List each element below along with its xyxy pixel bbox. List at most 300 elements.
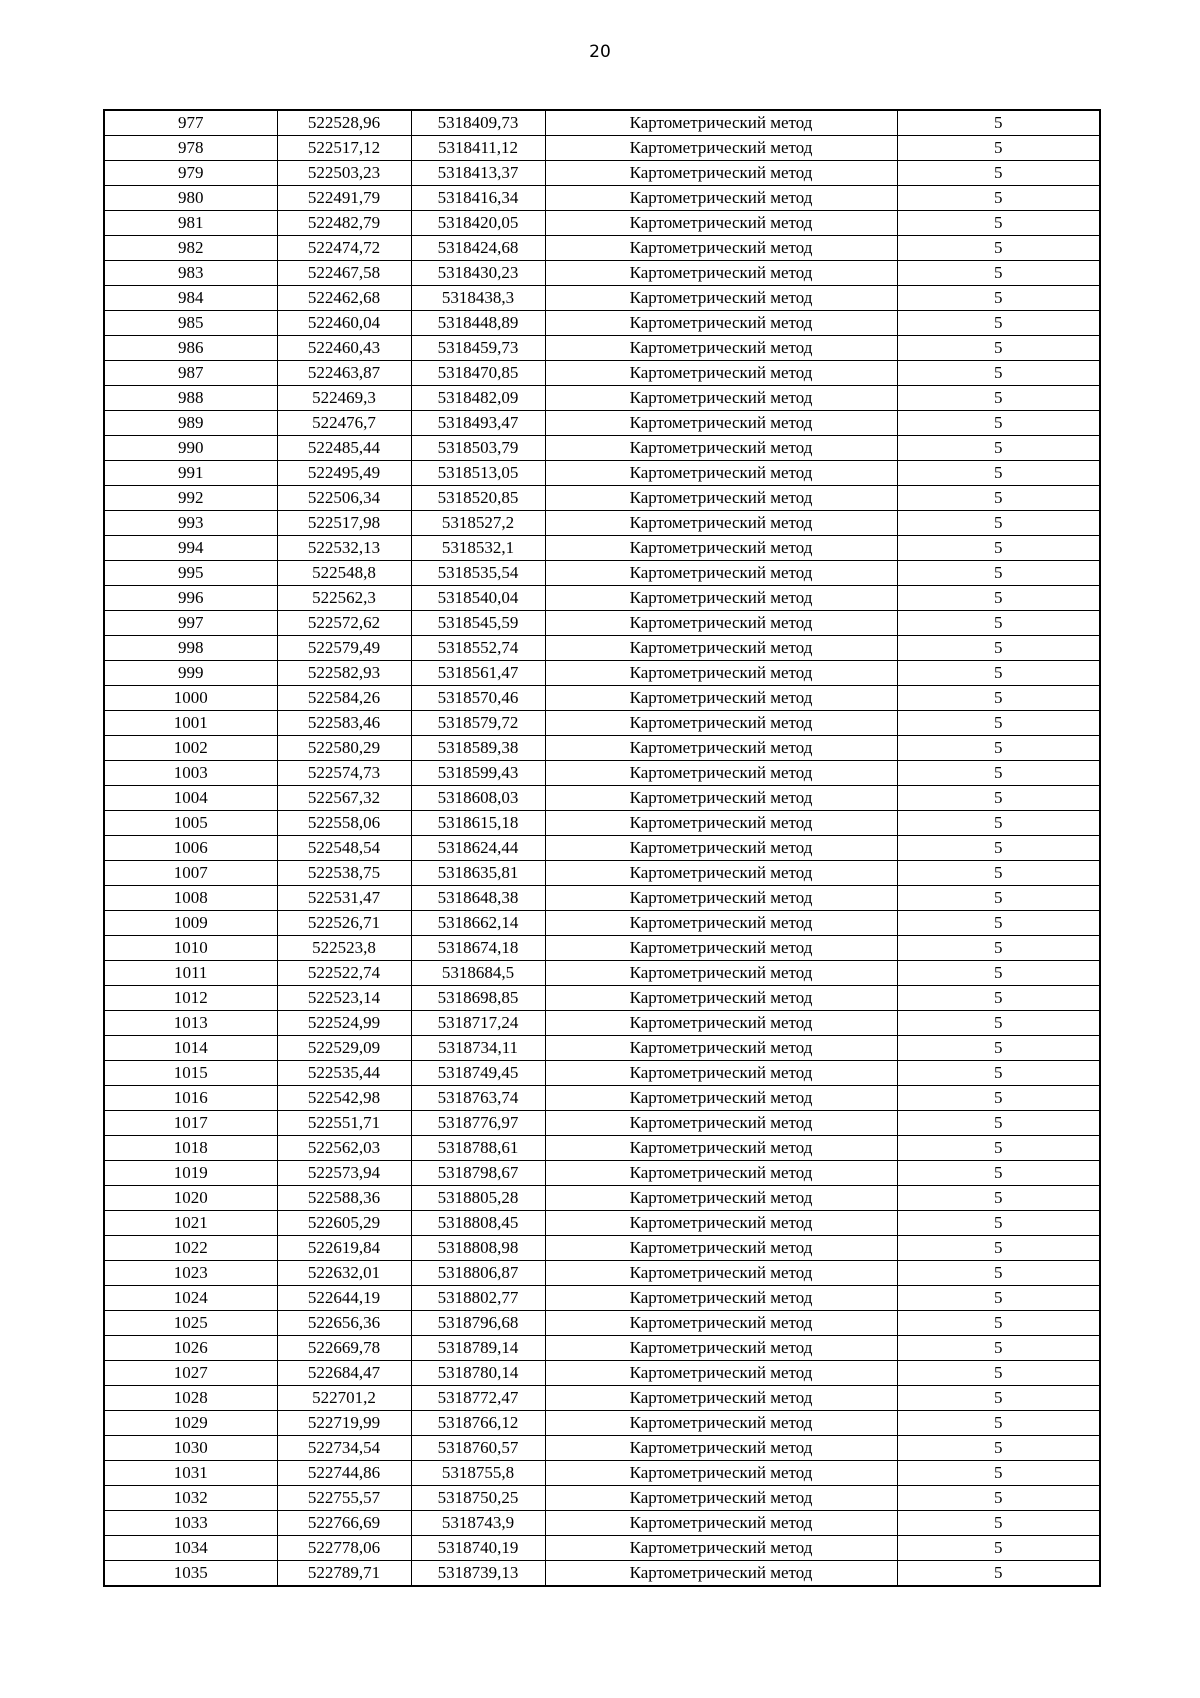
method-cell: Картометрический метод <box>545 886 897 911</box>
y-coordinate-cell: 5318802,77 <box>411 1286 545 1311</box>
accuracy-cell: 5 <box>897 836 1100 861</box>
x-coordinate-cell: 522548,54 <box>277 836 411 861</box>
method-cell: Картометрический метод <box>545 1561 897 1587</box>
x-coordinate-cell: 522528,96 <box>277 110 411 136</box>
point-number-cell: 990 <box>104 436 277 461</box>
point-number-cell: 993 <box>104 511 277 536</box>
point-number-cell: 1012 <box>104 986 277 1011</box>
x-coordinate-cell: 522469,3 <box>277 386 411 411</box>
x-coordinate-cell: 522572,62 <box>277 611 411 636</box>
table-row <box>104 1136 1100 1161</box>
y-coordinate-cell: 5318503,79 <box>411 436 545 461</box>
point-number-cell: 997 <box>104 611 277 636</box>
x-coordinate-cell: 522517,12 <box>277 136 411 161</box>
x-coordinate-cell: 522755,57 <box>277 1486 411 1511</box>
table-row <box>104 986 1100 1011</box>
y-coordinate-cell: 5318570,46 <box>411 686 545 711</box>
y-coordinate-cell: 5318599,43 <box>411 761 545 786</box>
method-cell: Картометрический метод <box>545 236 897 261</box>
point-number-cell: 1023 <box>104 1261 277 1286</box>
y-coordinate-cell: 5318674,18 <box>411 936 545 961</box>
method-cell: Картометрический метод <box>545 1136 897 1161</box>
point-number-cell: 1030 <box>104 1436 277 1461</box>
table-row <box>104 836 1100 861</box>
point-number-cell: 1009 <box>104 911 277 936</box>
point-number-cell: 984 <box>104 286 277 311</box>
accuracy-cell: 5 <box>897 611 1100 636</box>
accuracy-cell: 5 <box>897 1111 1100 1136</box>
x-coordinate-cell: 522669,78 <box>277 1336 411 1361</box>
accuracy-cell: 5 <box>897 1036 1100 1061</box>
table-row <box>104 1386 1100 1411</box>
accuracy-cell: 5 <box>897 1186 1100 1211</box>
point-number-cell: 1002 <box>104 736 277 761</box>
method-cell: Картометрический метод <box>545 1236 897 1261</box>
accuracy-cell: 5 <box>897 336 1100 361</box>
accuracy-cell: 5 <box>897 186 1100 211</box>
table-row <box>104 1336 1100 1361</box>
point-number-cell: 1031 <box>104 1461 277 1486</box>
accuracy-cell: 5 <box>897 1136 1100 1161</box>
method-cell: Картометрический метод <box>545 611 897 636</box>
point-number-cell: 999 <box>104 661 277 686</box>
method-cell: Картометрический метод <box>545 1111 897 1136</box>
method-cell: Картометрический метод <box>545 1386 897 1411</box>
table-row <box>104 186 1100 211</box>
point-number-cell: 1007 <box>104 861 277 886</box>
x-coordinate-cell: 522482,79 <box>277 211 411 236</box>
x-coordinate-cell: 522476,7 <box>277 411 411 436</box>
method-cell: Картометрический метод <box>545 311 897 336</box>
table-row <box>104 1436 1100 1461</box>
y-coordinate-cell: 5318780,14 <box>411 1361 545 1386</box>
x-coordinate-cell: 522734,54 <box>277 1436 411 1461</box>
table-row <box>104 786 1100 811</box>
accuracy-cell: 5 <box>897 286 1100 311</box>
method-cell: Картометрический метод <box>545 836 897 861</box>
y-coordinate-cell: 5318513,05 <box>411 461 545 486</box>
accuracy-cell: 5 <box>897 811 1100 836</box>
x-coordinate-cell: 522462,68 <box>277 286 411 311</box>
x-coordinate-cell: 522582,93 <box>277 661 411 686</box>
x-coordinate-cell: 522573,94 <box>277 1161 411 1186</box>
x-coordinate-cell: 522719,99 <box>277 1411 411 1436</box>
table-row <box>104 1536 1100 1561</box>
method-cell: Картометрический метод <box>545 336 897 361</box>
y-coordinate-cell: 5318749,45 <box>411 1061 545 1086</box>
accuracy-cell: 5 <box>897 1161 1100 1186</box>
accuracy-cell: 5 <box>897 110 1100 136</box>
x-coordinate-cell: 522522,74 <box>277 961 411 986</box>
table-row <box>104 136 1100 161</box>
method-cell: Картометрический метод <box>545 1011 897 1036</box>
method-cell: Картометрический метод <box>545 1461 897 1486</box>
x-coordinate-cell: 522551,71 <box>277 1111 411 1136</box>
method-cell: Картометрический метод <box>545 661 897 686</box>
point-number-cell: 1010 <box>104 936 277 961</box>
table-row <box>104 261 1100 286</box>
x-coordinate-cell: 522463,87 <box>277 361 411 386</box>
method-cell: Картометрический метод <box>545 110 897 136</box>
y-coordinate-cell: 5318763,74 <box>411 1086 545 1111</box>
y-coordinate-cell: 5318772,47 <box>411 1386 545 1411</box>
accuracy-cell: 5 <box>897 961 1100 986</box>
method-cell: Картометрический метод <box>545 811 897 836</box>
point-number-cell: 987 <box>104 361 277 386</box>
x-coordinate-cell: 522506,34 <box>277 486 411 511</box>
table-row <box>104 1111 1100 1136</box>
x-coordinate-cell: 522766,69 <box>277 1511 411 1536</box>
point-number-cell: 978 <box>104 136 277 161</box>
table-row <box>104 286 1100 311</box>
method-cell: Картометрический метод <box>545 1286 897 1311</box>
y-coordinate-cell: 5318734,11 <box>411 1036 545 1061</box>
table-row <box>104 1486 1100 1511</box>
method-cell: Картометрический метод <box>545 711 897 736</box>
point-number-cell: 1033 <box>104 1511 277 1536</box>
x-coordinate-cell: 522567,32 <box>277 786 411 811</box>
accuracy-cell: 5 <box>897 161 1100 186</box>
accuracy-cell: 5 <box>897 1536 1100 1561</box>
table-row <box>104 311 1100 336</box>
table-row <box>104 1161 1100 1186</box>
y-coordinate-cell: 5318579,72 <box>411 711 545 736</box>
accuracy-cell: 5 <box>897 1361 1100 1386</box>
method-cell: Картометрический метод <box>545 986 897 1011</box>
point-number-cell: 1017 <box>104 1111 277 1136</box>
y-coordinate-cell: 5318409,73 <box>411 110 545 136</box>
table-row <box>104 561 1100 586</box>
accuracy-cell: 5 <box>897 1386 1100 1411</box>
table-row <box>104 736 1100 761</box>
accuracy-cell: 5 <box>897 786 1100 811</box>
accuracy-cell: 5 <box>897 1286 1100 1311</box>
x-coordinate-cell: 522460,04 <box>277 311 411 336</box>
method-cell: Картометрический метод <box>545 561 897 586</box>
point-number-cell: 992 <box>104 486 277 511</box>
table-row <box>104 436 1100 461</box>
x-coordinate-cell: 522523,14 <box>277 986 411 1011</box>
method-cell: Картометрический метод <box>545 1211 897 1236</box>
method-cell: Картометрический метод <box>545 936 897 961</box>
point-number-cell: 1027 <box>104 1361 277 1386</box>
y-coordinate-cell: 5318739,13 <box>411 1561 545 1587</box>
y-coordinate-cell: 5318608,03 <box>411 786 545 811</box>
table-row <box>104 1061 1100 1086</box>
method-cell: Картометрический метод <box>545 261 897 286</box>
accuracy-cell: 5 <box>897 1561 1100 1587</box>
point-number-cell: 998 <box>104 636 277 661</box>
method-cell: Картометрический метод <box>545 1336 897 1361</box>
x-coordinate-cell: 522532,13 <box>277 536 411 561</box>
accuracy-cell: 5 <box>897 861 1100 886</box>
x-coordinate-cell: 522474,72 <box>277 236 411 261</box>
x-coordinate-cell: 522542,98 <box>277 1086 411 1111</box>
y-coordinate-cell: 5318527,2 <box>411 511 545 536</box>
method-cell: Картометрический метод <box>545 411 897 436</box>
point-number-cell: 1016 <box>104 1086 277 1111</box>
point-number-cell: 1032 <box>104 1486 277 1511</box>
accuracy-cell: 5 <box>897 986 1100 1011</box>
accuracy-cell: 5 <box>897 761 1100 786</box>
table-row <box>104 536 1100 561</box>
y-coordinate-cell: 5318750,25 <box>411 1486 545 1511</box>
method-cell: Картометрический метод <box>545 636 897 661</box>
table-row <box>104 1561 1100 1587</box>
x-coordinate-cell: 522562,03 <box>277 1136 411 1161</box>
y-coordinate-cell: 5318520,85 <box>411 486 545 511</box>
y-coordinate-cell: 5318589,38 <box>411 736 545 761</box>
method-cell: Картометрический метод <box>545 1486 897 1511</box>
accuracy-cell: 5 <box>897 1336 1100 1361</box>
page-number: 20 <box>589 42 611 62</box>
method-cell: Картометрический метод <box>545 211 897 236</box>
accuracy-cell: 5 <box>897 486 1100 511</box>
y-coordinate-cell: 5318798,67 <box>411 1161 545 1186</box>
method-cell: Картометрический метод <box>545 1411 897 1436</box>
point-number-cell: 1014 <box>104 1036 277 1061</box>
table-row <box>104 1036 1100 1061</box>
y-coordinate-cell: 5318740,19 <box>411 1536 545 1561</box>
y-coordinate-cell: 5318482,09 <box>411 386 545 411</box>
accuracy-cell: 5 <box>897 686 1100 711</box>
point-number-cell: 979 <box>104 161 277 186</box>
method-cell: Картометрический метод <box>545 1161 897 1186</box>
point-number-cell: 1018 <box>104 1136 277 1161</box>
table-row <box>104 811 1100 836</box>
table-row <box>104 110 1100 136</box>
point-number-cell: 988 <box>104 386 277 411</box>
y-coordinate-cell: 5318808,45 <box>411 1211 545 1236</box>
x-coordinate-cell: 522744,86 <box>277 1461 411 1486</box>
y-coordinate-cell: 5318535,54 <box>411 561 545 586</box>
point-number-cell: 1004 <box>104 786 277 811</box>
x-coordinate-cell: 522503,23 <box>277 161 411 186</box>
x-coordinate-cell: 522684,47 <box>277 1361 411 1386</box>
accuracy-cell: 5 <box>897 511 1100 536</box>
y-coordinate-cell: 5318684,5 <box>411 961 545 986</box>
method-cell: Картометрический метод <box>545 461 897 486</box>
point-number-cell: 1015 <box>104 1061 277 1086</box>
table-row <box>104 636 1100 661</box>
accuracy-cell: 5 <box>897 911 1100 936</box>
table-row <box>104 686 1100 711</box>
accuracy-cell: 5 <box>897 1311 1100 1336</box>
accuracy-cell: 5 <box>897 1411 1100 1436</box>
point-number-cell: 1035 <box>104 1561 277 1587</box>
x-coordinate-cell: 522531,47 <box>277 886 411 911</box>
y-coordinate-cell: 5318561,47 <box>411 661 545 686</box>
method-cell: Картометрический метод <box>545 586 897 611</box>
point-number-cell: 991 <box>104 461 277 486</box>
table-row <box>104 486 1100 511</box>
method-cell: Картометрический метод <box>545 1086 897 1111</box>
x-coordinate-cell: 522580,29 <box>277 736 411 761</box>
point-number-cell: 1008 <box>104 886 277 911</box>
y-coordinate-cell: 5318416,34 <box>411 186 545 211</box>
table-row <box>104 1186 1100 1211</box>
table-row <box>104 761 1100 786</box>
y-coordinate-cell: 5318789,14 <box>411 1336 545 1361</box>
y-coordinate-cell: 5318420,05 <box>411 211 545 236</box>
accuracy-cell: 5 <box>897 1511 1100 1536</box>
point-number-cell: 1026 <box>104 1336 277 1361</box>
table-row <box>104 1311 1100 1336</box>
x-coordinate-cell: 522460,43 <box>277 336 411 361</box>
method-cell: Картометрический метод <box>545 1311 897 1336</box>
method-cell: Картометрический метод <box>545 861 897 886</box>
method-cell: Картометрический метод <box>545 511 897 536</box>
table-row <box>104 336 1100 361</box>
table-row <box>104 586 1100 611</box>
method-cell: Картометрический метод <box>545 386 897 411</box>
point-number-cell: 1020 <box>104 1186 277 1211</box>
method-cell: Картометрический метод <box>545 686 897 711</box>
point-number-cell: 1001 <box>104 711 277 736</box>
table-row <box>104 236 1100 261</box>
y-coordinate-cell: 5318624,44 <box>411 836 545 861</box>
point-number-cell: 1029 <box>104 1411 277 1436</box>
accuracy-cell: 5 <box>897 1061 1100 1086</box>
x-coordinate-cell: 522789,71 <box>277 1561 411 1587</box>
table-row <box>104 1286 1100 1311</box>
point-number-cell: 996 <box>104 586 277 611</box>
table-row <box>104 1411 1100 1436</box>
y-coordinate-cell: 5318808,98 <box>411 1236 545 1261</box>
point-number-cell: 1000 <box>104 686 277 711</box>
point-number-cell: 1005 <box>104 811 277 836</box>
table-row <box>104 1011 1100 1036</box>
y-coordinate-cell: 5318532,1 <box>411 536 545 561</box>
table-row <box>104 1461 1100 1486</box>
y-coordinate-cell: 5318411,12 <box>411 136 545 161</box>
y-coordinate-cell: 5318424,68 <box>411 236 545 261</box>
method-cell: Картометрический метод <box>545 1186 897 1211</box>
point-number-cell: 1034 <box>104 1536 277 1561</box>
point-number-cell: 1024 <box>104 1286 277 1311</box>
point-number-cell: 982 <box>104 236 277 261</box>
table-row <box>104 386 1100 411</box>
coordinates-table-body <box>104 110 1100 1586</box>
point-number-cell: 1022 <box>104 1236 277 1261</box>
y-coordinate-cell: 5318755,8 <box>411 1461 545 1486</box>
x-coordinate-cell: 522584,26 <box>277 686 411 711</box>
accuracy-cell: 5 <box>897 661 1100 686</box>
point-number-cell: 1028 <box>104 1386 277 1411</box>
x-coordinate-cell: 522538,75 <box>277 861 411 886</box>
x-coordinate-cell: 522467,58 <box>277 261 411 286</box>
accuracy-cell: 5 <box>897 561 1100 586</box>
table-row <box>104 661 1100 686</box>
method-cell: Картометрический метод <box>545 186 897 211</box>
method-cell: Картометрический метод <box>545 161 897 186</box>
accuracy-cell: 5 <box>897 261 1100 286</box>
table-row <box>104 711 1100 736</box>
accuracy-cell: 5 <box>897 886 1100 911</box>
accuracy-cell: 5 <box>897 736 1100 761</box>
point-number-cell: 977 <box>104 110 277 136</box>
point-number-cell: 994 <box>104 536 277 561</box>
y-coordinate-cell: 5318635,81 <box>411 861 545 886</box>
y-coordinate-cell: 5318413,37 <box>411 161 545 186</box>
accuracy-cell: 5 <box>897 386 1100 411</box>
y-coordinate-cell: 5318430,23 <box>411 261 545 286</box>
method-cell: Картометрический метод <box>545 486 897 511</box>
table-row <box>104 511 1100 536</box>
y-coordinate-cell: 5318470,85 <box>411 361 545 386</box>
method-cell: Картометрический метод <box>545 911 897 936</box>
method-cell: Картометрический метод <box>545 1536 897 1561</box>
x-coordinate-cell: 522583,46 <box>277 711 411 736</box>
y-coordinate-cell: 5318662,14 <box>411 911 545 936</box>
y-coordinate-cell: 5318459,73 <box>411 336 545 361</box>
accuracy-cell: 5 <box>897 636 1100 661</box>
accuracy-cell: 5 <box>897 311 1100 336</box>
x-coordinate-cell: 522644,19 <box>277 1286 411 1311</box>
y-coordinate-cell: 5318648,38 <box>411 886 545 911</box>
x-coordinate-cell: 522574,73 <box>277 761 411 786</box>
table-row <box>104 1236 1100 1261</box>
accuracy-cell: 5 <box>897 1011 1100 1036</box>
method-cell: Картометрический метод <box>545 1436 897 1461</box>
accuracy-cell: 5 <box>897 536 1100 561</box>
method-cell: Картометрический метод <box>545 1061 897 1086</box>
x-coordinate-cell: 522524,99 <box>277 1011 411 1036</box>
x-coordinate-cell: 522526,71 <box>277 911 411 936</box>
x-coordinate-cell: 522558,06 <box>277 811 411 836</box>
point-number-cell: 1003 <box>104 761 277 786</box>
y-coordinate-cell: 5318698,85 <box>411 986 545 1011</box>
table-row <box>104 1261 1100 1286</box>
accuracy-cell: 5 <box>897 586 1100 611</box>
method-cell: Картометрический метод <box>545 1361 897 1386</box>
method-cell: Картометрический метод <box>545 961 897 986</box>
accuracy-cell: 5 <box>897 936 1100 961</box>
point-number-cell: 980 <box>104 186 277 211</box>
x-coordinate-cell: 522605,29 <box>277 1211 411 1236</box>
accuracy-cell: 5 <box>897 1261 1100 1286</box>
y-coordinate-cell: 5318788,61 <box>411 1136 545 1161</box>
x-coordinate-cell: 522701,2 <box>277 1386 411 1411</box>
y-coordinate-cell: 5318448,89 <box>411 311 545 336</box>
point-number-cell: 986 <box>104 336 277 361</box>
accuracy-cell: 5 <box>897 211 1100 236</box>
accuracy-cell: 5 <box>897 236 1100 261</box>
point-number-cell: 1021 <box>104 1211 277 1236</box>
x-coordinate-cell: 522523,8 <box>277 936 411 961</box>
method-cell: Картометрический метод <box>545 1036 897 1061</box>
point-number-cell: 1019 <box>104 1161 277 1186</box>
method-cell: Картометрический метод <box>545 286 897 311</box>
accuracy-cell: 5 <box>897 411 1100 436</box>
method-cell: Картометрический метод <box>545 536 897 561</box>
table-row <box>104 461 1100 486</box>
x-coordinate-cell: 522529,09 <box>277 1036 411 1061</box>
y-coordinate-cell: 5318760,57 <box>411 1436 545 1461</box>
point-number-cell: 1006 <box>104 836 277 861</box>
y-coordinate-cell: 5318743,9 <box>411 1511 545 1536</box>
x-coordinate-cell: 522778,06 <box>277 1536 411 1561</box>
point-number-cell: 1011 <box>104 961 277 986</box>
table-row <box>104 611 1100 636</box>
y-coordinate-cell: 5318615,18 <box>411 811 545 836</box>
method-cell: Картометрический метод <box>545 761 897 786</box>
point-number-cell: 995 <box>104 561 277 586</box>
accuracy-cell: 5 <box>897 1486 1100 1511</box>
table-row <box>104 1211 1100 1236</box>
y-coordinate-cell: 5318805,28 <box>411 1186 545 1211</box>
y-coordinate-cell: 5318493,47 <box>411 411 545 436</box>
